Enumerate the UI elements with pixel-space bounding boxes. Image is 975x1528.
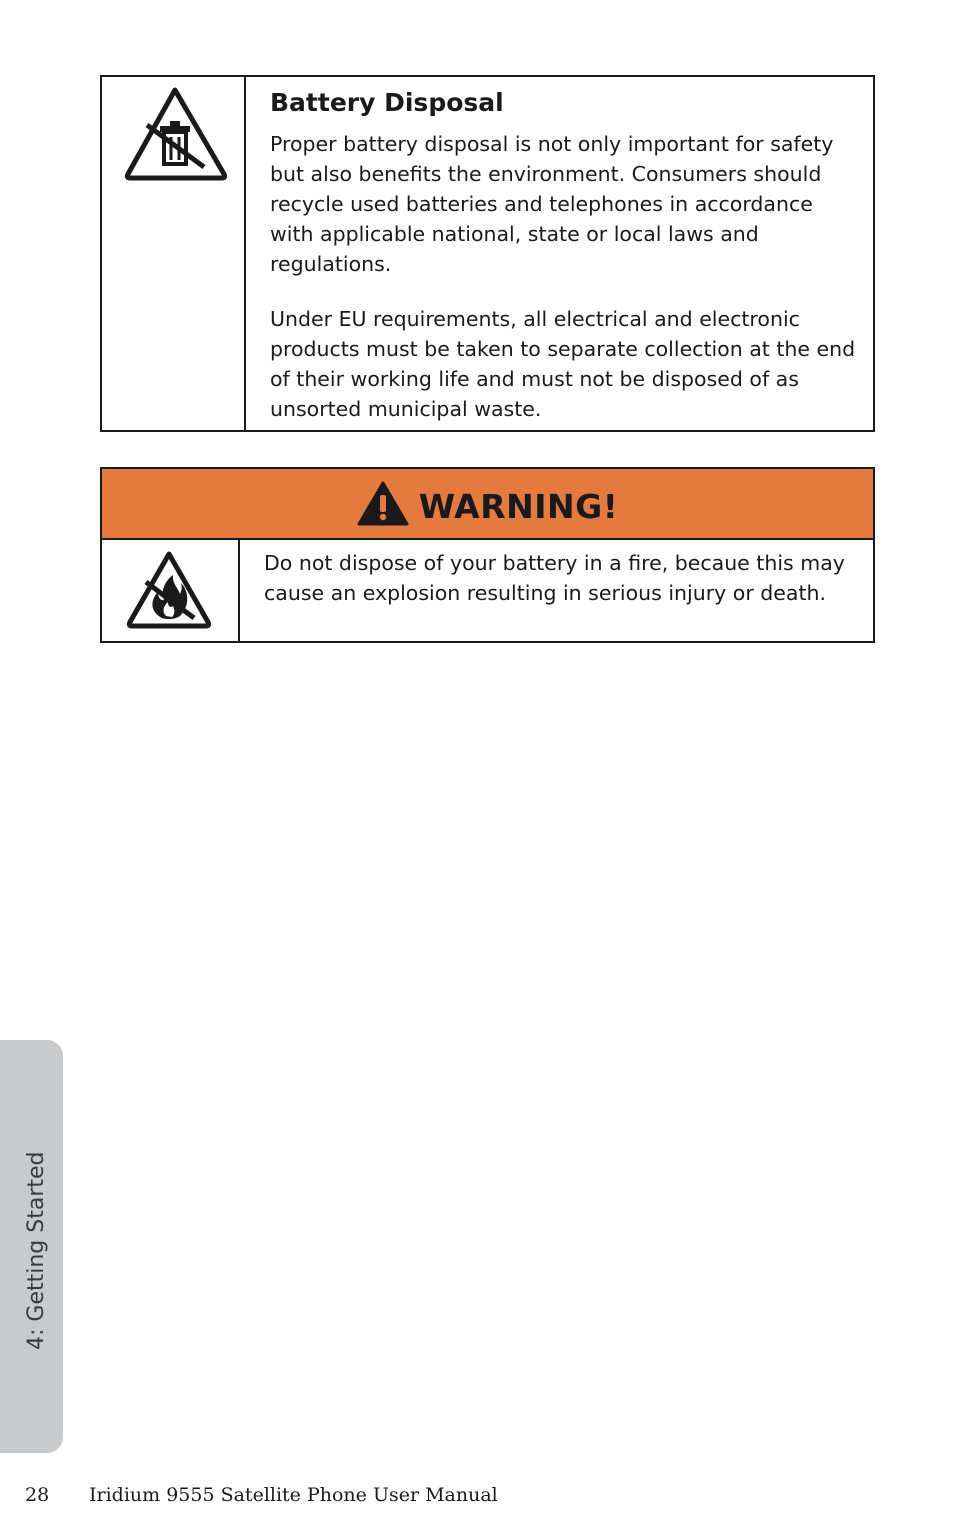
manual-title: Iridium 9555 Satellite Phone User Manual: [89, 1484, 498, 1506]
page-footer: [25, 1484, 498, 1506]
disposal-text-cell: [246, 77, 873, 430]
disposal-paragraph-1: Proper battery disposal is not only important for safety but also benefits the environment. Consumers should recycle used batteries and telephones in accordance with applicable national, state or local laws and regulations.: [270, 132, 834, 276]
warning-text: Do not dispose of your battery in a fire, becaue this may cause an explosion resulting in serious injury or death.: [264, 551, 845, 605]
warning-box: [100, 467, 875, 643]
warning-triangle-icon: [357, 481, 409, 527]
warning-header: [102, 469, 873, 540]
chapter-side-tab-label: 4: Getting Started: [24, 1151, 49, 1350]
warning-icon-cell: [102, 540, 240, 641]
warning-label: WARNING!: [418, 487, 619, 526]
disposal-icon-cell: [102, 77, 246, 430]
section-title: Battery Disposal: [270, 88, 504, 117]
warning-body: [102, 540, 873, 641]
no-fire-icon: [102, 540, 240, 641]
warning-text-cell: [240, 540, 873, 641]
page-number: 28: [25, 1484, 50, 1506]
disposal-paragraph-2: Under EU requirements, all electrical and electronic products must be taken to separate collection at the end of their working life and must not be disposed of as unsorted municipal waste.: [270, 307, 856, 421]
battery-disposal-box: [100, 75, 875, 432]
no-trash-disposal-icon: [102, 77, 246, 227]
